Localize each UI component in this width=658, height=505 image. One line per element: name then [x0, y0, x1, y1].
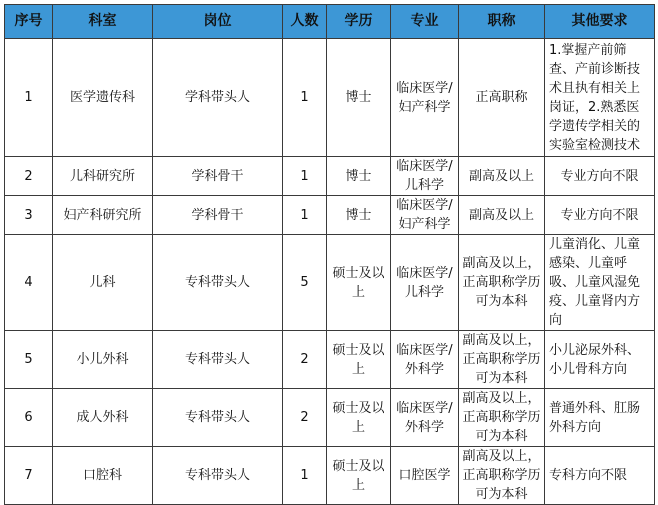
recruitment-table	[4, 4, 655, 505]
cell-edu: 硕士及以上	[327, 447, 391, 505]
cell-title: 副高及以上	[459, 157, 545, 196]
cell-major: 临床医学/妇产科学	[391, 196, 459, 235]
cell-major: 临床医学/外科学	[391, 331, 459, 389]
header-major: 专业	[391, 5, 459, 39]
cell-other: 专业方向不限	[545, 196, 655, 235]
cell-no: 2	[5, 157, 53, 196]
header-no: 序号	[5, 5, 53, 39]
cell-other: 小儿泌尿外科、小儿骨科方向	[545, 331, 655, 389]
cell-dept: 儿科	[53, 235, 153, 331]
table-row	[5, 39, 655, 157]
cell-title: 副高及以上	[459, 196, 545, 235]
cell-count: 1	[283, 196, 327, 235]
cell-major: 临床医学/外科学	[391, 389, 459, 447]
header-post: 岗位	[153, 5, 283, 39]
cell-major: 临床医学/儿科学	[391, 157, 459, 196]
header-dept: 科室	[53, 5, 153, 39]
cell-count: 1	[283, 157, 327, 196]
cell-edu: 博士	[327, 157, 391, 196]
header-count: 人数	[283, 5, 327, 39]
header-other: 其他要求	[545, 5, 655, 39]
cell-count: 2	[283, 331, 327, 389]
cell-post: 学科骨干	[153, 196, 283, 235]
cell-dept: 儿科研究所	[53, 157, 153, 196]
cell-post: 学科带头人	[153, 39, 283, 157]
cell-edu: 博士	[327, 39, 391, 157]
cell-title: 副高及以上，正高职称学历可为本科	[459, 235, 545, 331]
cell-count: 1	[283, 39, 327, 157]
cell-count: 1	[283, 447, 327, 505]
cell-title: 副高及以上，正高职称学历可为本科	[459, 389, 545, 447]
table-row	[5, 447, 655, 505]
cell-edu: 硕士及以上	[327, 235, 391, 331]
header-title: 职称	[459, 5, 545, 39]
cell-edu: 硕士及以上	[327, 389, 391, 447]
cell-post: 专科带头人	[153, 331, 283, 389]
cell-dept: 医学遗传科	[53, 39, 153, 157]
cell-post: 学科骨干	[153, 157, 283, 196]
cell-post: 专科带头人	[153, 389, 283, 447]
cell-title: 副高及以上，正高职称学历可为本科	[459, 331, 545, 389]
cell-major: 临床医学/妇产科学	[391, 39, 459, 157]
cell-dept: 妇产科研究所	[53, 196, 153, 235]
header-row	[5, 5, 655, 39]
cell-title: 副高及以上，正高职称学历可为本科	[459, 447, 545, 505]
cell-no: 4	[5, 235, 53, 331]
cell-count: 5	[283, 235, 327, 331]
cell-dept: 成人外科	[53, 389, 153, 447]
cell-title: 正高职称	[459, 39, 545, 157]
cell-no: 6	[5, 389, 53, 447]
cell-major: 临床医学/儿科学	[391, 235, 459, 331]
cell-no: 3	[5, 196, 53, 235]
table-row	[5, 235, 655, 331]
cell-other: 儿童消化、儿童感染、儿童呼吸、儿童风湿免疫、儿童肾内方向	[545, 235, 655, 331]
cell-no: 5	[5, 331, 53, 389]
table-row	[5, 157, 655, 196]
cell-major: 口腔医学	[391, 447, 459, 505]
cell-edu: 博士	[327, 196, 391, 235]
cell-other: 普通外科、肛肠外科方向	[545, 389, 655, 447]
cell-dept: 口腔科	[53, 447, 153, 505]
header-edu: 学历	[327, 5, 391, 39]
table-row	[5, 389, 655, 447]
table-row	[5, 196, 655, 235]
cell-no: 7	[5, 447, 53, 505]
cell-post: 专科带头人	[153, 235, 283, 331]
cell-post: 专科带头人	[153, 447, 283, 505]
cell-dept: 小儿外科	[53, 331, 153, 389]
cell-other: 1.掌握产前筛查、产前诊断技术且执有相关上岗证，2.熟悉医学遗传学相关的实验室检测技术	[545, 39, 655, 157]
cell-no: 1	[5, 39, 53, 157]
table-row	[5, 331, 655, 389]
cell-other: 专业方向不限	[545, 157, 655, 196]
cell-count: 2	[283, 389, 327, 447]
cell-other: 专科方向不限	[545, 447, 655, 505]
cell-edu: 硕士及以上	[327, 331, 391, 389]
